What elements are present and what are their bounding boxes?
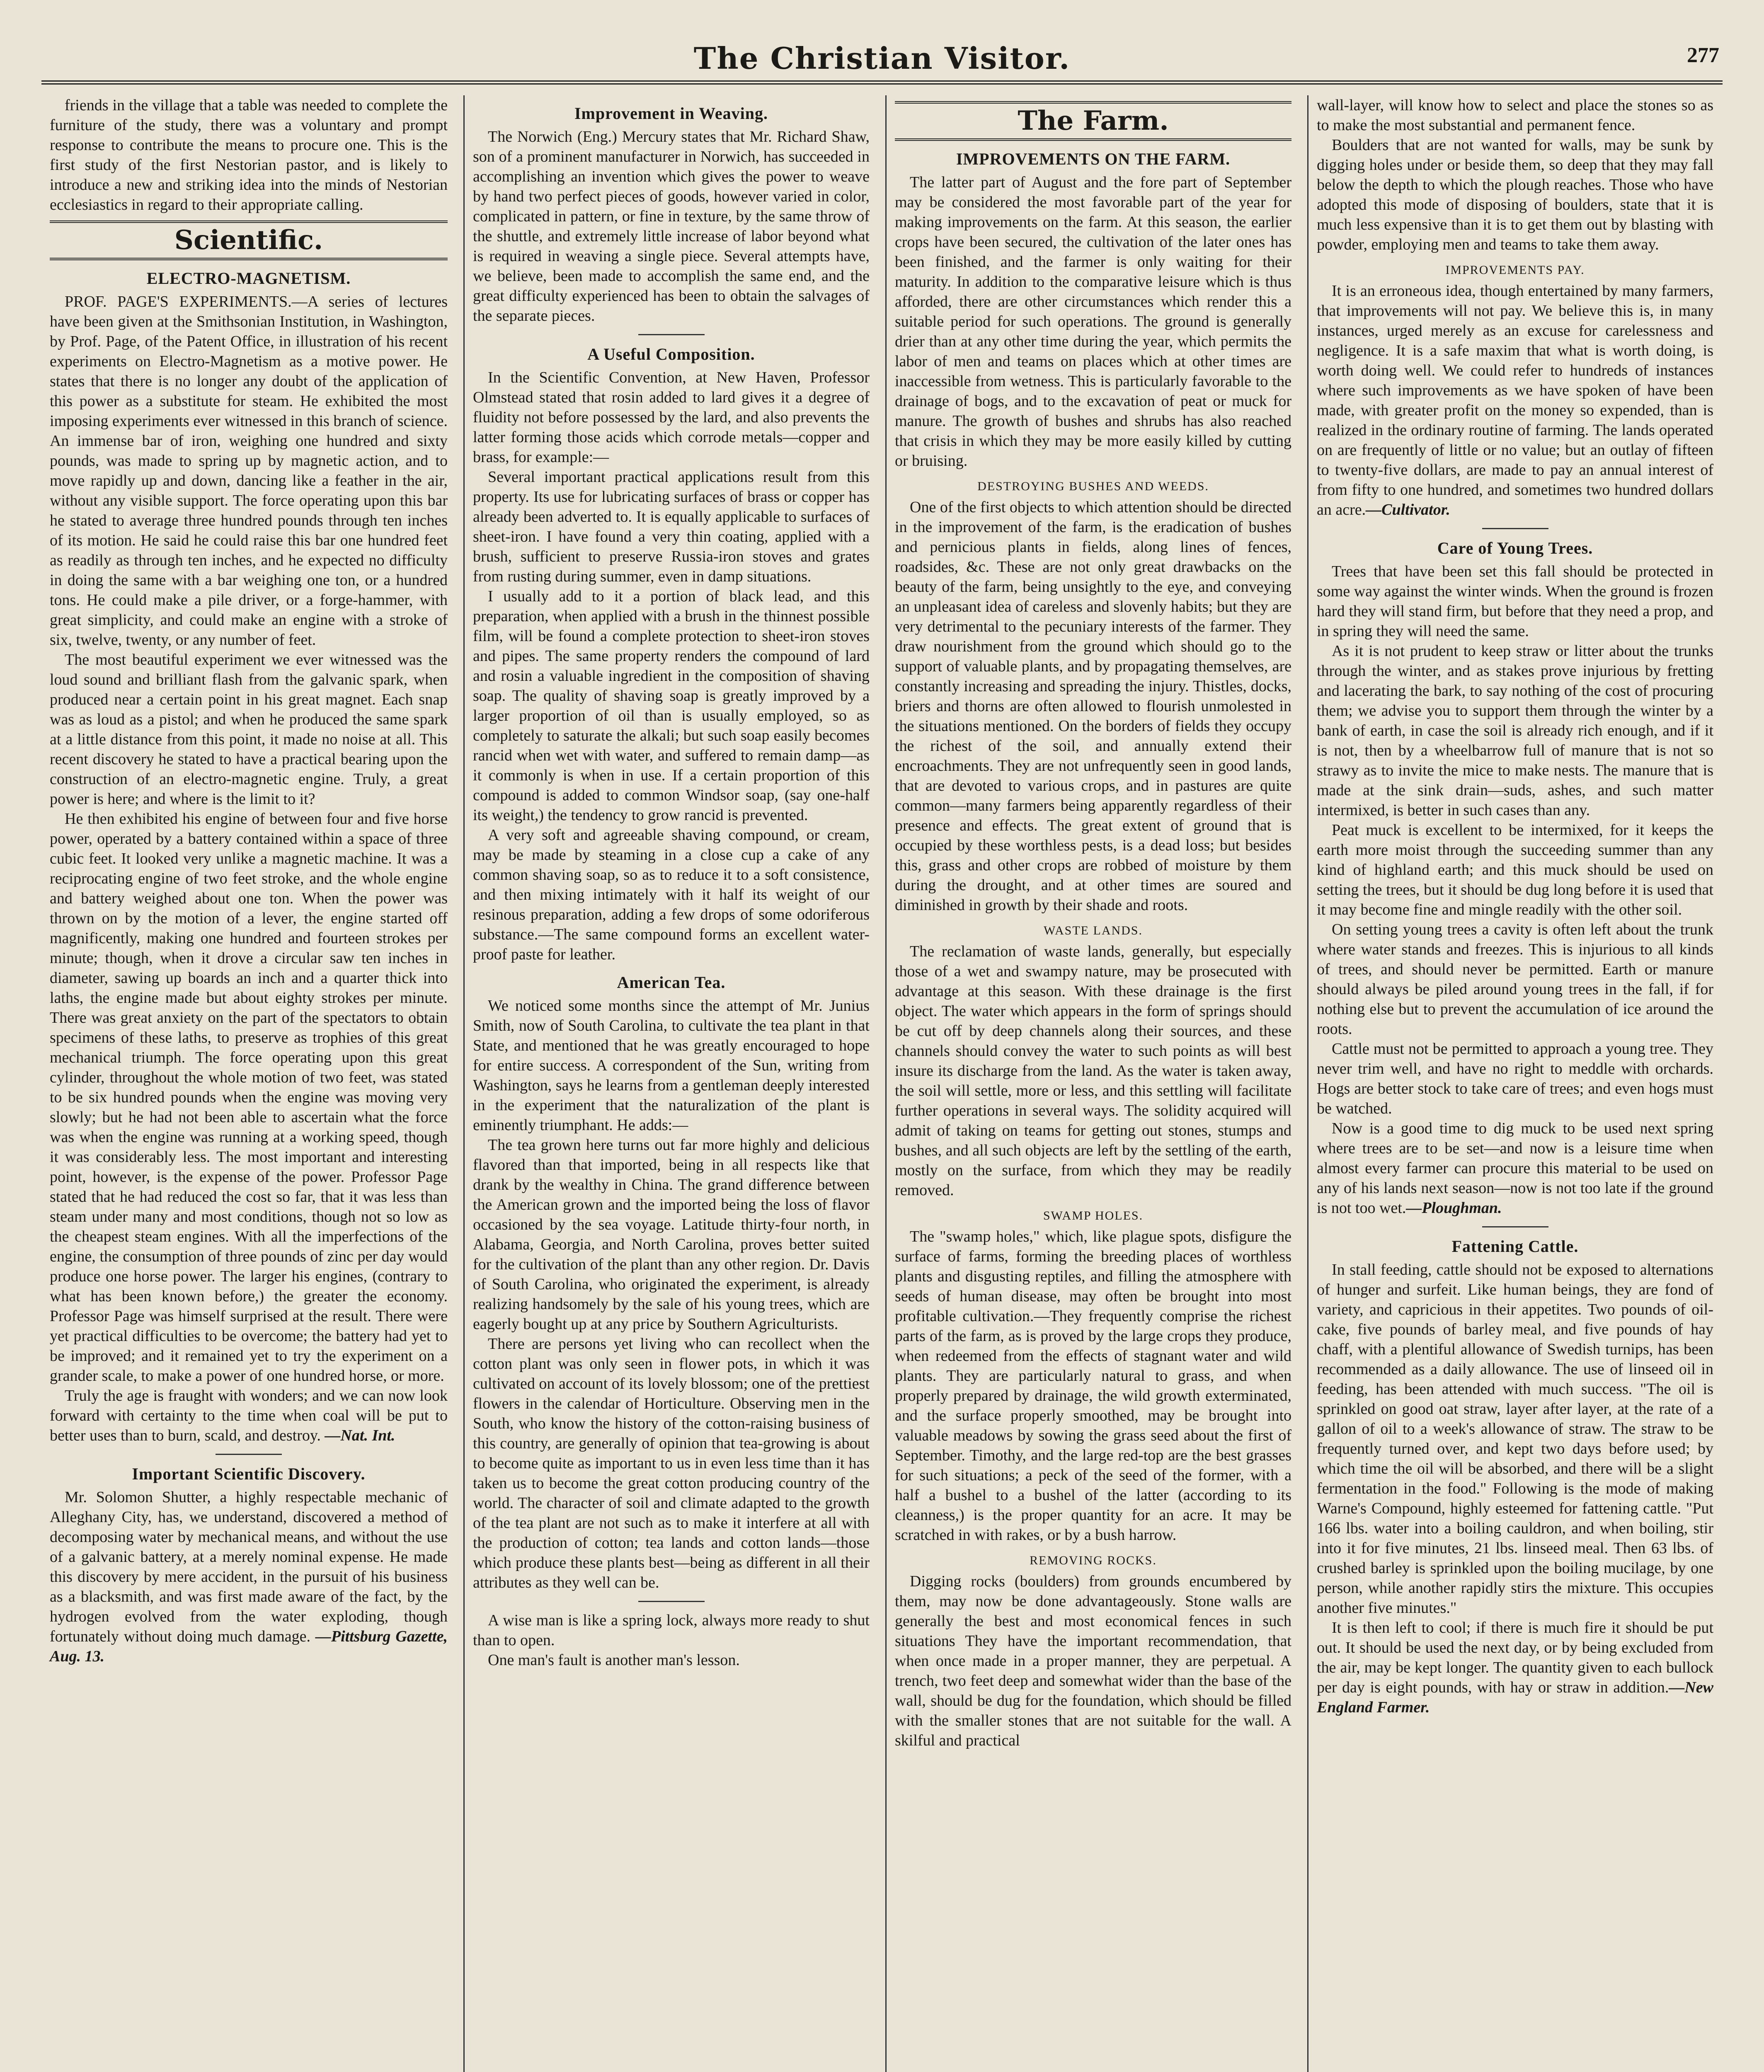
article-paragraph: The latter part of August and the fore part of September may be considered the most favorable part of the year for making improvements on the farm. At this season, the earlier crops have been secured, the cultivation of the later ones has been finished, and the farmer is only waiting for their maturity. In addition to the comparative leisure which is thus afforded, there are other circumstances which render this a suitable period for such operations. The ground is generally drier than at any other time during the year, which permits the labor of men and teams on places which at other times are inaccessible from wetness. This is particularly favorable to the drainage of bogs, and to the excavation of peat or muck for manure. The growth of bushes and shrubs has also reached that crisis in which they may be more easily killed by cutting or bruising. (895, 174, 1292, 470)
newspaper-title: The Christian Visitor. (693, 41, 1071, 76)
article-paragraph: Boulders that are not wanted for walls, may be sunk by digging holes under or beside them, so deep that they may fall below the depth to which the plough reaches. Those who have adopted this mode of disposing of boulders, state that it is much less expensive than it is to get them out by blasting with powder, employing men and teams to take them away. (1317, 136, 1713, 253)
article-paragraph: wall-layer, will know how to select and place the stones so as to make the most substantial and permanent fence. (1317, 97, 1713, 134)
masthead (41, 35, 1723, 85)
article-paragraph: One of the first objects to which attention should be directed in the improvement of the farm, is the eradication of bushes and pernicious plants in fields, along lines of fences, roadsides, &c. These are not only great drawbacks on the beauty of the farm, being unsightly to the eye, and conveying an unpleasant idea of careless and slovenly habits; but they are very detrimental to the pecuniary interests of the farmer. They draw nourishment from the ground which should go to the support of valuable plants, and by propagating themselves, are constantly increasing and spreading the injury. Thistles, docks, briers and thorns are often allowed to flourish unmolested in the situations mentioned. On the borders of fields they occupy the richest of the soil, and annually extend their encroachments. They are not unfrequently seen in good lands, that are devoted to various crops, and in pastures are quite common—many farmers being apparently regardless of their presence and effects. The great extent of ground that is occupied by these worthless pests, is a dead loss; but besides this, grass and other crops are robbed of moisture by them during the drought, and at other times are soured and diminished in growth by their shade and roots. (895, 499, 1292, 914)
article-paragraph: He then exhibited his engine of between four and five horse power, operated by a battery contained within a space of three cubic feet. It looked very unlike a magnetic machine. It was a reciprocating engine of two feet stroke, and the whole engine and battery weighed about one ton. When the power was thrown on by the motion of a lever, the engine started off magnificently, making one hundred and fourteen strokes per minute; though, when it drove a circular saw ten inches in diameter, sawing up boards an inch and a quarter thick into laths, the engine made but about eighty strokes per minute. There was great anxiety on the part of the spectators to obtain specimens of these laths, to preserve as trophies of this great mechanical triumph. The force operating upon this great cylinder, throughout the whole motion of two feet, was stated to be six hundred pounds when the engine was moving very slowly; but he had not been able to ascertain what the force was when the engine was running at a working speed, though it was considerably less. The most important and interesting point, however, is the expense of the power. Professor Page stated that he had reduced the cost so far, that it was less than steam under many and most conditions, though not so low as the cheapest steam engines. With all the imperfections of the engine, the consumption of three pounds of zinc per day would produce one horse power. The larger his engines, (contrary to what has been known before,) the greater the economy. Professor Page was himself surprised at the result. There were yet practical difficulties to be overcome; the battery had yet to be improved; and it remained yet to try the experiment on a grander scale, to make a power of one hundred horse, or more. (50, 810, 448, 1385)
article-paragraph: Peat muck is excellent to be intermixed, for it keeps the earth more moist through the succeeding summer than any kind of highland earth; and this muck should be used on setting the trees, but it should be dug long before it is used that it may become fine and mingle readily with the other soil. (1317, 821, 1713, 918)
maxim-paragraph: A wise man is like a spring lock, always more ready to shut than to open. (473, 1612, 870, 1649)
article-heading-important-discovery: Important Scientific Discovery. (132, 1464, 366, 1483)
subheading-improvements-pay: IMPROVEMENTS PAY. (1445, 263, 1585, 277)
article-paragraph: On setting young trees a cavity is often left about the trunk where water stands and freezes. This is injurious to all kinds of trees, and should never be permitted. Earth or manure should always be piled around young trees in the fall, if for nothing else but to prevent the accumulation of ice around the roots. (1317, 921, 1713, 1038)
article-heading-young-trees: Care of Young Trees. (1437, 539, 1593, 557)
article-paragraph: Trees that have been set this fall should be protected in some way against the winter winds. When the ground is frozen hard they will stand firm, but before that they need a prop, and in spring they will need the same. (1317, 563, 1713, 640)
divider (1482, 528, 1548, 529)
column-1 (41, 95, 456, 2072)
article-paragraph: The reclamation of waste lands, generally, but especially those of a wet and swampy nature, may be prosecuted with advantage at this season. With these drainage is the first object. The water which appears in the form of springs should be cut off by deep channels along their sources, and these channels should convey the water to such points as will best insure its discharge from the land. As the water is taken away, the soil will settle, more or less, and this settling will facilitate further operations in several ways. The solidity acquired will admit of taking on teams for getting out stones, stumps and bushes, and all such objects are left by the settling of the earth, mostly on the surface, from which they may be readily removed. (895, 943, 1292, 1199)
article-source: —Ploughman. (1406, 1199, 1502, 1217)
paragraph-text: It is then left to cool; if there is much fire it should be put out. It should be used the next day, or by being excluded from the air, may be kept longer. The quantity given to each bullock per day is eight pounds, with hay or straw in addition. (1317, 1619, 1713, 1696)
article-paragraph: There are persons yet living who can recollect when the cotton plant was only seen in flower pots, in which it was cultivated on account of its lovely blossom; one of the prettiest flowers in the calendar of Horticulture. Observing men in the South, who know the history of the cotton-raising business of this country, are generally of opinion that tea-growing is about to become quite as important to us in even less time than it has taken us to become the great cotton producing country of the world. The character of soil and climate adapted to the growth of the tea plant are not such as to make it interfere at all with the production of cotton; tea lands and cotton lands—those which produce these plants best—being as different in all their attributes as they well can be. (473, 1335, 870, 1591)
article-source: —Cultivator. (1366, 501, 1450, 518)
column-3 (885, 95, 1300, 2072)
article-paragraph: We noticed some months since the attempt of Mr. Junius Smith, now of South Carolina, to cultivate the tea plant in that State, and mentioned that he was greatly encouraged to hope for entire success. A correspondent of the Sun, writing from Washington, says he learns from a gentleman deeply interested in the experiment that the naturalization of the plant is eminently triumphant. He adds:— (473, 997, 870, 1134)
article-paragraph (50, 1386, 448, 1445)
paragraph-text: Now is a good time to dig muck to be used next spring where trees are to be set—and now is a leisure time when almost every farmer can procure this material to be used on any of his lands next season—now is not too late if the ground is not too wet. (1317, 1120, 1713, 1217)
article-paragraph: A very soft and agreeable shaving compound, or cream, may be made by steaming in a close cup a cake of any common shaving soap, so as to reduce it to a soft consistence, and then mixing intimately with it half its weight of our resinous preparation, adding a few drops of some odoriferous substance.—The same compound forms an excellent water-proof paste for leather. (473, 826, 870, 963)
article-heading-electro-magnetism: ELECTRO-MAGNETISM. (146, 269, 351, 288)
article-source: —Pittsburg Gazette, Aug. 13. (50, 1628, 448, 1665)
article-paragraph: The "swamp holes," which, like plague spots, disfigure the surface of farms, forming the breeding places of worthless plants and disgusting reptiles, and filling the atmosphere with seeds of human disease, may often be brought into most profitable cultivation.—They frequently comprise the richest parts of the farm, as is proved by the large crops they produce, when redeemed from the effects of stagnant water and wild plants. They are particularly natural to grass, and when properly prepared by drainage, the wild growth exterminated, and the surface properly smoothed, may be brought into valuable meadows by sowing the grass seed about the first of September. Timothy, and the large red-top are the best grasses for such situations; a peck of the seed of the former, with a half a bushel to a bushel of the latter (according to its cleanness,) is the proper quantity for an acre. It may be scratched in with rakes, or by a bush harrow. (895, 1228, 1292, 1544)
article-paragraph (1317, 281, 1713, 520)
section-heading-scientific: Scientific. (50, 220, 448, 260)
paragraph-text: It is an erroneous idea, though entertained by many farmers, that improvements will not pay. We believe this is, in many instances, urged merely as an excuse for carelessness and negligence. It is a safe maxim that what is worth doing, is worth doing well. We could refer to hundreds of instances where such improvements as we have spoken of have been made, with greater profit on the money so expended, than is realized in the ordinary routine of farming. The lands operated on are frequently of little or no value; but an outlay of fifteen to twenty-five dollars, are made to pay an annual interest of from fifty to one hundred, and sometimes two hundred dollars an acre. (1317, 282, 1713, 518)
column-4 (1307, 95, 1722, 2072)
divider (216, 1454, 282, 1455)
subheading-destroying-bushes: DESTROYING BUSHES AND WEEDS. (977, 479, 1209, 493)
divider (638, 334, 705, 335)
maxim-paragraph: One man's fault is another man's lesson. (488, 1651, 740, 1669)
article-paragraph (1317, 1618, 1713, 1717)
article-paragraph: PROF. PAGE'S EXPERIMENTS.—A series of lectures have been given at the Smithsonian Institution, in Washington, by Prof. Page, of the Patent Office, in illustration of his recent experiments on Electro-Magnetism as a motive power. He states that there is no longer any doubt of the application of this power as a substitute for steam. He exhibited the most imposing experiments ever witnessed in this branch of science. An immense bar of iron, weighing one hundred and sixty pounds, was made to spring up by magnetic action, and to move rapidly up and down, dancing like a feather in the air, without any visible support. The force operating upon this bar he stated to average three hundred pounds through ten inches of its motion. He said he could raise this bar one hundred feet as readily as through ten inches, and he expected no difficulty in doing the same with a bar weighing one ton, or a hundred tons. He could make a pile driver, or a forge-hammer, with great simplicity, and could make an engine with a stroke of six, twelve, twenty, or any number of feet. (50, 293, 448, 649)
divider (638, 1601, 705, 1602)
page-number: 277 (1687, 44, 1719, 67)
divider (1482, 1226, 1548, 1227)
article-paragraph: I usually add to it a portion of black lead, and this preparation, when applied with a brush in the thinnest possible film, will be found a complete protection to sheet-iron stoves and pipes. The same property renders the compound of lard and rosin a valuable ingredient in the composition of shaving soap. The quality of shaving soap is greatly improved by a larger proportion of oil than is usually employed, so as completely to saturate the alkali; but such soap easily becomes rancid when wet with water, and suffered to remain damp—as it commonly is when in use. If a certain proportion of this compound is added to common Windsor soap, (say one-half its weight,) the tendency to grow rancid is prevented. (473, 588, 870, 824)
section-heading-farm: The Farm. (895, 101, 1292, 141)
article-paragraph (50, 1487, 448, 1666)
paragraph-text: Mr. Solomon Shutter, a highly respectable mechanic of Alleghany City, has, we understand, discovered a method of decomposing water by mechanical means, and without the use of a galvanic battery, at a merely nominal expense. He made this discovery by mere accident, in the pursuit of his business as a blacksmith, and was first made aware of the fact, by the hydrogen evolved from the water exploding, though fortunately without doing much damage. (50, 1489, 448, 1645)
article-source: —New England Farmer. (1317, 1679, 1713, 1716)
article-heading-fattening-cattle: Fattening Cattle. (1451, 1237, 1579, 1256)
subheading-swamp-holes: SWAMP HOLES. (1043, 1209, 1144, 1222)
nestorian-paragraph: friends in the village that a table was needed to complete the furniture of the study, there was a voluntary and prompt response to contribute the means to procure one. This is the first study of the first Nestorian pastor, and is likely to introduce a new and striking idea into the minds of Nestorian ecclesiastics in regard to their appropriate calling. (50, 97, 448, 213)
article-heading-weaving: Improvement in Weaving. (574, 104, 768, 123)
article-heading-american-tea: American Tea. (617, 973, 726, 992)
article-source: —Nat. Int. (325, 1427, 395, 1444)
article-paragraph (1317, 1118, 1713, 1218)
subheading-removing-rocks: REMOVING ROCKS. (1030, 1554, 1157, 1567)
columns (41, 95, 1723, 2072)
article-paragraph: Cattle must not be permitted to approach a young tree. They never trim well, and have no right to meddle with orchards. Hogs are better stock to take care of trees; and even hogs must be watched. (1317, 1040, 1713, 1117)
article-paragraph: The most beautiful experiment we ever witnessed was the loud sound and brilliant flash from the galvanic spark, when produced near a certain point in his great magnet. Each snap was as loud as a pistol; and when he produced the same spark at a little distance from this point, it made no noise at all. This recent discovery he stated to have a practical bearing upon the construction of an electro-magnetic engine. Truly, a great power is here; and where is the limit to it? (50, 651, 448, 808)
column-2 (463, 95, 878, 2072)
article-paragraph: In stall feeding, cattle should not be exposed to alternations of hunger and surfeit. Like human beings, they are fond of variety, and capricious in their appetites. Two pounds of oil-cake, five pounds of barley meal, and five pounds of hay chaff, with a plentiful allowance of Swedish turnips, has been recommended as a daily allowance. The use of linseed oil in feeding, has been attended with much success. "The oil is sprinkled on good oat straw, layer after layer, at the rate of a gallon of oil to a week's allowance of straw. The straw to be frequently turned over, and kept two days before used; by which time the oil will be absorbed, and there will be a slight fermentation in the food." Following is the mode of making Warne's Compound, highly esteemed for fattening cattle. "Put 166 lbs. water into a boiling cauldron, and when boiling, stir into it for five minutes, 21 lbs. linseed meal. Then 63 lbs. of crushed barley is sprinkled upon the boiling mucilage, by one person, while another rapidly stirs the mixture. This occupies another five minutes." (1317, 1261, 1713, 1617)
article-heading-useful-composition: A Useful Composition. (587, 345, 755, 363)
article-paragraph: Several important practical applications result from this property. Its use for lubricating surfaces of brass or copper has already been adverted to. It is equally applicable to surfaces of sheet-iron. I have found a very thin coating, applied with a brush, sufficient to preserve Russia-iron stoves and grates from rusting during summer, even in damp situations. (473, 468, 870, 585)
article-paragraph: In the Scientific Convention, at New Haven, Professor Olmstead stated that rosin added to lard gives it a degree of fluidity not before possessed by the lard, and also prevents the latter forming those acids which corrode metals—copper and brass, for example:— (473, 369, 870, 466)
article-paragraph: Digging rocks (boulders) from grounds encumbered by them, may now be done advantageously. Stone walls are generally the best and most economical fences in such situations They have the important recommendation, that when once made in a proper manner, they are perpetual. A trench, two feet deep and somewhat wider than the base of the wall, should be dug for the foundation, which should be filled with the smaller stones that are not suitable for the wall. A skilful and practical (895, 1573, 1292, 1749)
subheading-waste-lands: WASTE LANDS. (1044, 924, 1143, 937)
article-paragraph: The Norwich (Eng.) Mercury states that Mr. Richard Shaw, son of a prominent manufacturer in Norwich, has succeeded in accomplishing an invention which gives the power to weave by hand two perfect pieces of goods, however varied in color, complicated in pattern, or fine in texture, by the same throw of the shuttle, and extremely little increase of labor beyond what is required in weaving a single piece. Several attempts have, we believe, been made to accomplish the same end, and the great difficulty experienced has been to obtain the salvages of the separate pieces. (473, 128, 870, 324)
article-paragraph: The tea grown here turns out far more highly and delicious flavored than that imported, being in all respects like that drank by the wealthy in China. The grand difference between the American grown and the imported being the loss of flavor occasioned by the sea voyage. Latitude thirty-four north, in Alabama, Georgia, and North Carolina, proves better suited for the cultivation of the plant than any other region. Dr. Davis of South Carolina, who originated the experiment, is already realizing handsomely by the sale of his young trees, which are eagerly bought up at any price by Southern Agriculturists. (473, 1136, 870, 1333)
article-heading-improvements: IMPROVEMENTS ON THE FARM. (956, 150, 1231, 168)
paragraph-text: Truly the age is fraught with wonders; and we can now look forward with certainty to the time when coal will be put to better uses than to burn, scald, and destroy. (50, 1387, 448, 1444)
article-paragraph: As it is not prudent to keep straw or litter about the trunks through the winter, and as stakes prove injurious by fretting and lacerating the bark, to say nothing of the cost of procuring them; we advise you to support them through the winter by a bank of earth, in case the soil is already rich enough, and if it is not, then by a wheelbarrow full of manure that is not so strawy as to invite the mice to make nests. The manure that is made at the sink drain—suds, ashes, and such matter intermixed, is better in such cases than any. (1317, 642, 1713, 819)
